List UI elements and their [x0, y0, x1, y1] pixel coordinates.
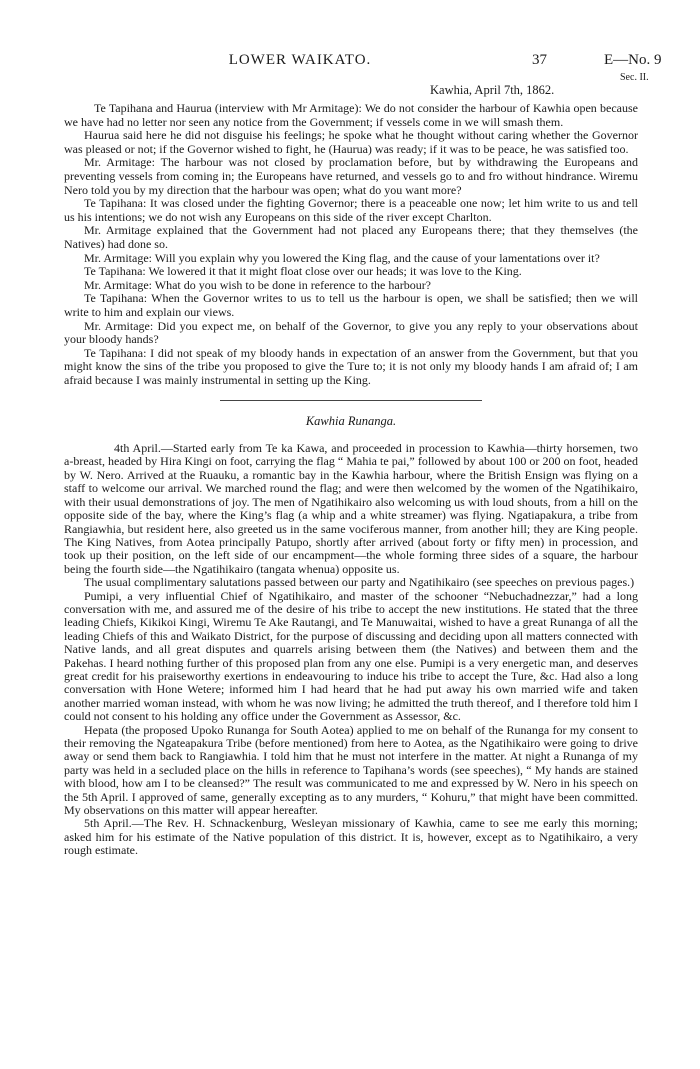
paragraph: 5th April.—The Rev. H. Schnackenburg, Wesleyan missionary of Kawhia, came to see me early this morning; asked him for his estimate of the Native population of this district. It is, however, except as to Ngatihikairo, a very rough estimate.: [64, 816, 638, 858]
section-heading: Kawhia Runanga.: [305, 414, 397, 429]
paragraph: Mr. Armitage: The harbour was not closed by proclamation before, but by withdrawing the Europeans and preventing vessels from coming in; the Europeans have returned, and vessels go to and fro without hindrance. Wiremu Nero told you by my direction that the harbour was open; what do you want more?: [64, 155, 638, 197]
section-reference: Sec. II.: [620, 72, 649, 83]
header-title: LOWER WAIKATO.: [228, 52, 372, 68]
running-header: [0, 52, 700, 83]
paragraph: Te Tapihana: When the Governor writes to us to tell us the harbour is open, we shall be satisfied; then we will write to him and explain our views.: [64, 291, 638, 319]
runanga-section: [64, 442, 638, 858]
paragraph: 4th April.—Started early from Te ka Kawa, and proceeded in procession to Kawhia—thirty horsemen, two a-breast, headed by Hira Kingi on foot, carrying the flag “ Mahia te pai,” followed by about 100 or 200 on foot, headed by W. Nero. Arrived at the Ruauku, a romantic bay in the Kawhia harbour, where the British Ensign was flying on a staff to welcome our arrival. We marched round the flag; and were then welcomed by the women of the Ngatihikairo, with their usual demonstrations of joy. The men of Ngatihikairo also welcoming us with loud shouts, from a hill on the opposite side of the bay, where the King’s flag (a whip and a white streamer) was flying. Ngatiapakura, a tribe from Rangiawhia, but resident here, also greeted us in the same vociferous manner, from another hill; they are King people. The King Natives, from Aotea principally Patupo, shortly after arrived (about forty or fifty men) in procession, and took up their position, on the left side of our encampment—the whole forming three sides of a square, the harbour being the fourth side—the Ngatihikairo (tangata whenua) opposite us.: [64, 441, 638, 576]
document-body: [64, 102, 638, 858]
paragraph: Mr. Armitage: Will you explain why you lowered the King flag, and the cause of your lamentations over it?: [84, 250, 600, 265]
page-number: 37: [532, 52, 547, 68]
paragraph: Mr. Armitage: Did you expect me, on behalf of the Governor, to give you any reply to your observations about your bloody hands?: [64, 318, 638, 347]
paragraph: Hepata (the proposed Upoko Runanga for South Aotea) applied to me on behalf of the Runanga for my consent to their removing the Ngateapakura Tribe (before mentioned) from here to Aotea, as the Ngatihikairo were going to drive away or send them back to Rangiawhia. I told him that he must not interfere in the matter. At night a Runanga of my party was held in a secluded place on the hills in reference to Tapihana’s words (see speeches), “ My hands are stained with blood, how am I to be cleansed?” The result was communicated to me and expressed by W. Nero in his speech on the 5th April. I approved of same, generally excepting as to any murders, “ Kohuru,” that might have been committed. My observations on this matter will appear hereafter.: [64, 722, 638, 818]
document-reference: E—No. 9: [604, 52, 662, 68]
dateline: Kawhia, April 7th, 1862.: [430, 83, 555, 97]
paragraph: Te Tapihana and Haurua (interview with Mr Armitage): We do not consider the harbour of Kawhia open because we have had no letter nor seen any notice from the Government; if vessels come in we will smash them.: [64, 101, 638, 129]
paragraph: Pumipi, a very influential Chief of Ngatihikairo, and master of the schooner “Nebuchadnezzar,” had a long conversation with me, and assured me of the desire of his tribe to accept the new institutions. He stated that the three leading Chiefs, Kikikoi Kingi, Wiremu Te Ake Rautangi, and Te Manuwaitai, wished to have a great Runanga of all the leading Chiefs of this and Waikato District, for the purpose of discussing and deciding upon all matters connected with Native lands, and all great disputes and quarrels arising between them (the Natives) and between them and the Pakehas. I heard nothing further of this proposed plan from any one else. Pumipi is a very energetic man, and deserves great credit for his praiseworthy exertions in endeavouring to induce his tribe to accept the Ture, &c. Had also a long conversation with Hone Wetere; informed him I had heard that he had put away his own married wife and taken another married woman instead, with whom he was now living; he admitted the truth thereof, and I therefore told him I could not consent to his holding any office under the Government as Assessor, &c.: [64, 588, 638, 724]
paragraph: Te Tapihana: It was closed under the fighting Governor; there is a peaceable one now; let him write to us and tell us his intentions; we do not wish any Europeans on this side of the river except Charlton.: [64, 196, 638, 224]
paragraph: Haurua said here he did not disguise his feelings; he spoke what he thought without caring whether the Governor was pleased or not; if the Governor wished to fight, he (Haurua) was ready; if it was to be peace, he was satisfied too.: [64, 128, 638, 156]
paragraph: Te Tapihana: I did not speak of my bloody hands in expectation of an answer from the Government, but that you might know the sins of the tribe you proposed to give the Ture to; it is not only my bloody hands I am afraid of; I am afraid because I was mainly instrumental in setting up the King.: [64, 345, 638, 387]
paragraph: Mr. Armitage: What do you wish to be done in reference to the harbour?: [84, 277, 432, 292]
paragraph: Mr. Armitage explained that the Government had not placed any Europeans there; that they themselves (the Natives) had done so.: [64, 223, 638, 251]
interview-transcript: [64, 102, 638, 387]
paragraph: Te Tapihana: We lowered it that it might float close over our heads; it was love to the King.: [84, 264, 522, 279]
section-divider: [220, 400, 482, 401]
paragraph: The usual complimentary salutations passed between our party and Ngatihikairo (see speeches on previous pages.): [84, 575, 635, 590]
